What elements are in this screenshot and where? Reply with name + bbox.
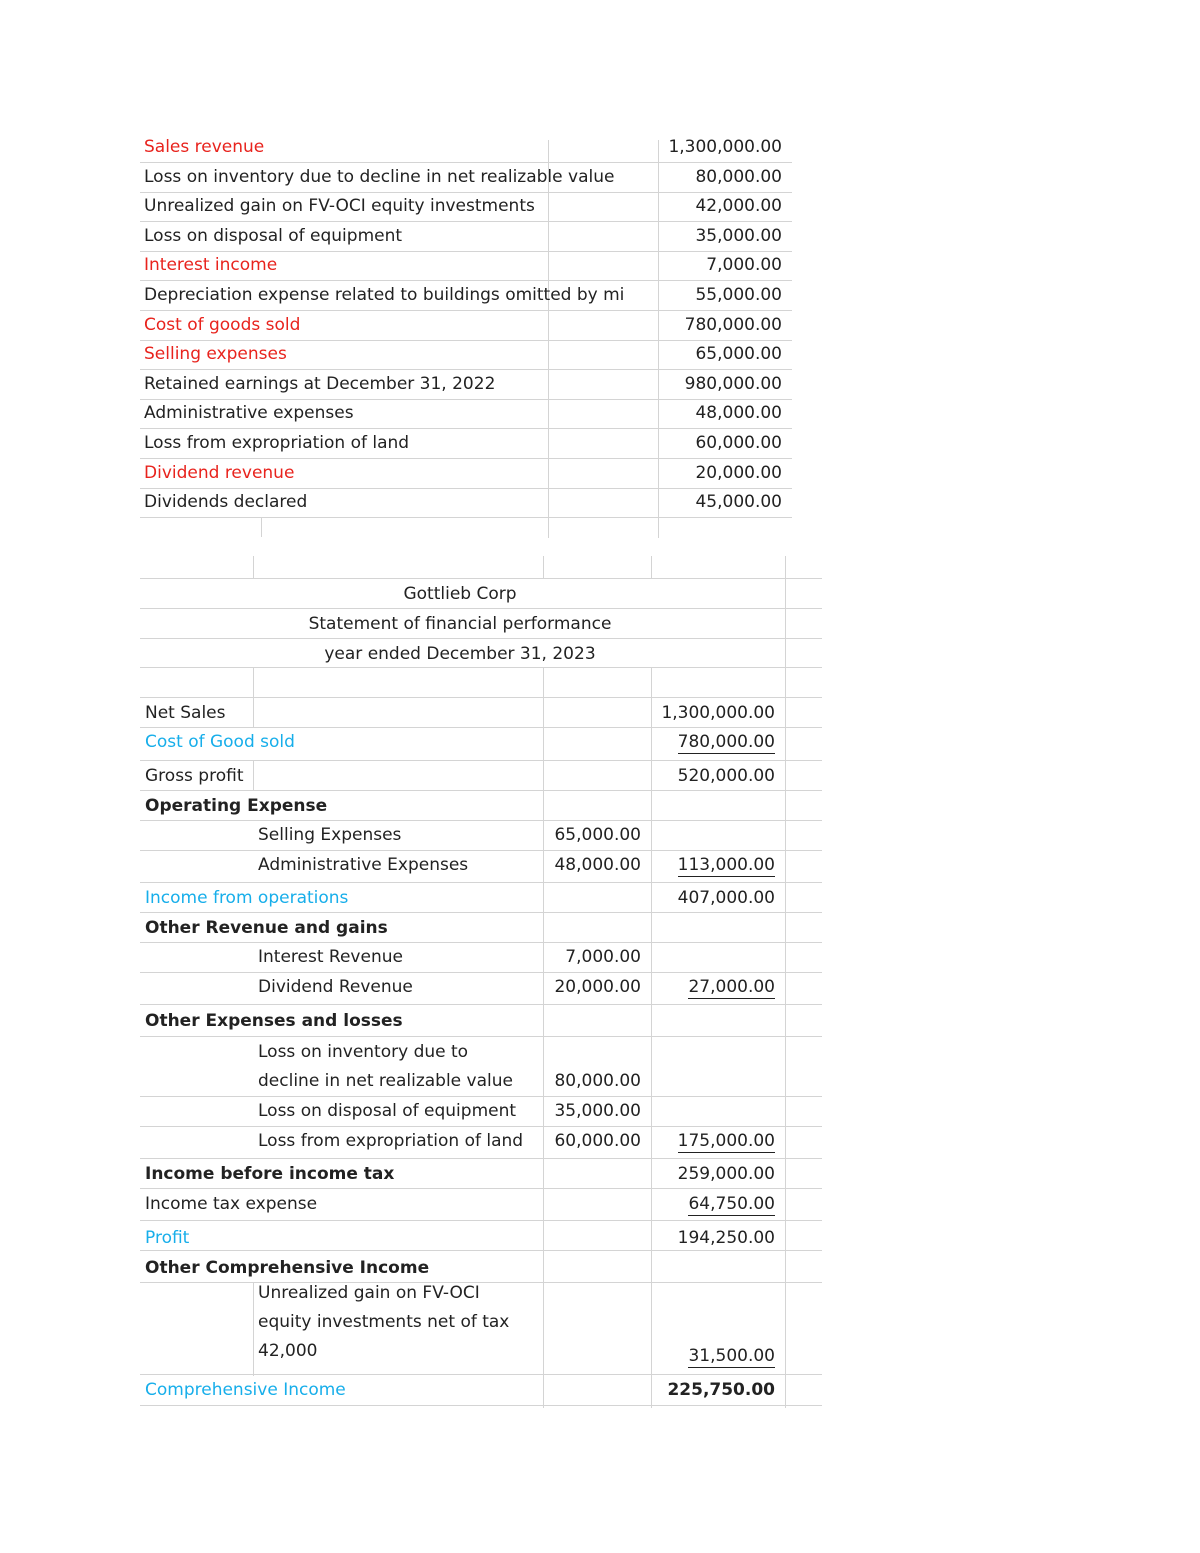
income-before-tax-label: Income before income tax xyxy=(145,1164,395,1184)
data-row-value: 7,000.00 xyxy=(706,255,782,276)
operating-expense-heading: Operating Expense xyxy=(145,796,328,816)
comprehensive-income-label: Comprehensive Income xyxy=(145,1380,346,1400)
loss-disposal-value: 35,000.00 xyxy=(554,1101,641,1121)
data-row-value: 1,300,000.00 xyxy=(668,137,782,157)
oci-heading: Other Comprehensive Income xyxy=(145,1258,430,1278)
gross-profit-label: Gross profit xyxy=(145,766,244,786)
data-row-label: Depreciation expense related to buildings omitted by mi xyxy=(144,285,625,305)
dividend-revenue-value: 20,000.00 xyxy=(554,977,641,997)
oci-value: 31,500.00 xyxy=(688,1346,775,1366)
statement-title: Statement of financial performance xyxy=(308,614,612,634)
income-tax-value: 64,750.00 xyxy=(688,1194,775,1214)
oci-label-line3: 42,000 xyxy=(258,1341,318,1361)
data-row-value: 80,000.00 xyxy=(695,166,782,187)
data-row-label: Selling expenses xyxy=(144,344,287,365)
data-row-value: 42,000.00 xyxy=(695,196,782,217)
data-row-label: Loss on disposal of equipment xyxy=(144,225,403,246)
admin-expenses-value: 48,000.00 xyxy=(554,855,641,875)
data-row-value: 48,000.00 xyxy=(695,403,782,424)
statement-period: year ended December 31, 2023 xyxy=(324,644,596,664)
income-before-tax-value: 259,000.00 xyxy=(677,1164,775,1184)
data-row-label: Sales revenue xyxy=(144,137,265,157)
loss-disposal-label: Loss on disposal of equipment xyxy=(258,1101,517,1121)
comprehensive-income-value: 225,750.00 xyxy=(667,1380,775,1400)
loss-expropriation-label: Loss from expropriation of land xyxy=(258,1131,524,1151)
profit-label: Profit xyxy=(145,1228,190,1248)
income-operations-label: Income from operations xyxy=(145,888,349,908)
selling-expenses-label: Selling Expenses xyxy=(258,825,402,845)
other-revenue-total: 27,000.00 xyxy=(688,977,775,997)
interest-revenue-value: 7,000.00 xyxy=(565,947,641,967)
income-tax-label: Income tax expense xyxy=(145,1194,318,1214)
net-sales-label: Net Sales xyxy=(145,703,226,723)
data-row-label: Unrealized gain on FV-OCI equity investments xyxy=(144,196,535,217)
admin-expenses-label: Administrative Expenses xyxy=(258,855,469,875)
loss-inventory-value: 80,000.00 xyxy=(554,1071,641,1091)
data-row-label: Administrative expenses xyxy=(144,403,354,424)
data-row-label: Dividend revenue xyxy=(144,462,295,483)
dividend-revenue-label: Dividend Revenue xyxy=(258,977,413,997)
oci-label-line2: equity investments net of tax xyxy=(258,1312,510,1332)
profit-value: 194,250.00 xyxy=(677,1228,775,1248)
data-row-label: Loss on inventory due to decline in net realizable value xyxy=(144,166,615,187)
loss-inventory-label-line1: Loss on inventory due to xyxy=(258,1042,469,1062)
net-sales-value: 1,300,000.00 xyxy=(661,703,775,723)
other-expenses-heading: Other Expenses and losses xyxy=(145,1011,403,1031)
loss-expropriation-value: 60,000.00 xyxy=(554,1131,641,1151)
data-row-value: 20,000.00 xyxy=(695,462,782,483)
data-row-label: Loss from expropriation of land xyxy=(144,433,410,453)
data-row-label: Dividends declared xyxy=(144,492,308,513)
data-row-label: Retained earnings at December 31, 2022 xyxy=(144,373,496,394)
other-revenue-heading: Other Revenue and gains xyxy=(145,918,388,938)
data-row-label: Interest income xyxy=(144,255,278,276)
company-name: Gottlieb Corp xyxy=(403,584,517,604)
interest-revenue-label: Interest Revenue xyxy=(258,947,403,967)
gross-profit-value: 520,000.00 xyxy=(677,766,775,786)
selling-expenses-value: 65,000.00 xyxy=(554,825,641,845)
other-expenses-total: 175,000.00 xyxy=(677,1131,775,1151)
data-row-value: 55,000.00 xyxy=(695,285,782,305)
data-row-label: Cost of goods sold xyxy=(144,314,301,335)
data-row-value: 780,000.00 xyxy=(684,314,782,335)
data-row-value: 45,000.00 xyxy=(695,492,782,513)
opex-total-value: 113,000.00 xyxy=(677,855,775,875)
oci-label-line1: Unrealized gain on FV-OCI xyxy=(258,1283,480,1303)
income-operations-value: 407,000.00 xyxy=(677,888,775,908)
cogs-label: Cost of Good sold xyxy=(145,732,295,752)
data-row-value: 35,000.00 xyxy=(695,225,782,246)
data-row-value: 60,000.00 xyxy=(695,433,782,453)
cogs-value: 780,000.00 xyxy=(677,732,775,752)
loss-inventory-label-line2: decline in net realizable value xyxy=(258,1071,513,1091)
data-row-value: 980,000.00 xyxy=(684,373,782,394)
data-row-value: 65,000.00 xyxy=(695,344,782,365)
